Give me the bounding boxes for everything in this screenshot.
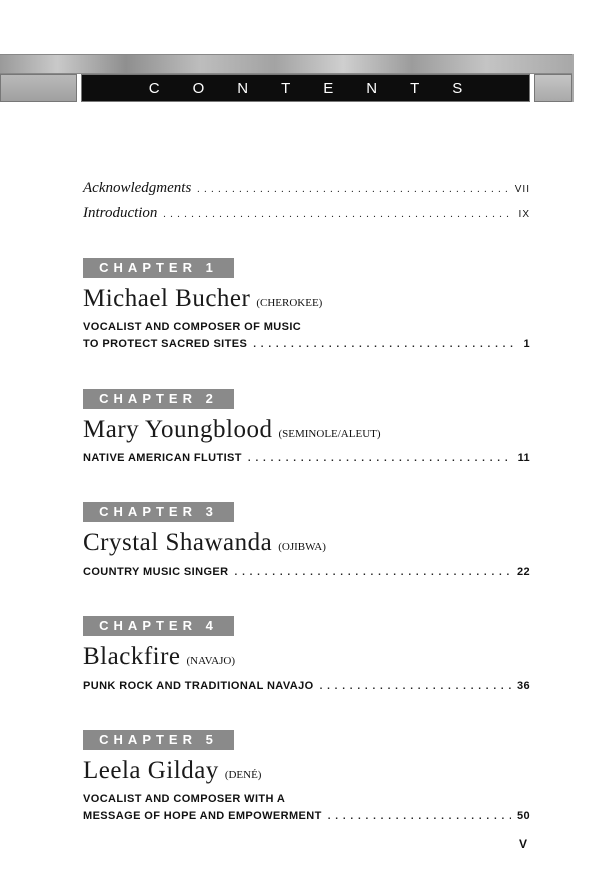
- chapter-heading[interactable]: [83, 643, 235, 671]
- toc-entry-label: Introduction: [83, 205, 158, 221]
- chapter-name: Blackfire: [83, 643, 181, 670]
- chapter-description-line: PUNK ROCK AND TRADITIONAL NAVAJO: [83, 680, 314, 692]
- toc-entry-chapter-2[interactable]: [83, 452, 530, 464]
- chapter-heading[interactable]: [83, 757, 261, 785]
- chapter-badge: CHAPTER 5: [83, 730, 234, 750]
- leader-dots: [197, 184, 508, 195]
- toc-entry-introduction[interactable]: [83, 205, 530, 222]
- chapter-description-line: COUNTRY MUSIC SINGER: [83, 566, 229, 578]
- page-number: V: [519, 837, 528, 851]
- chapter-name: Michael Bucher: [83, 285, 251, 312]
- chapter-heading[interactable]: [83, 285, 322, 313]
- toc-entry-chapter-5[interactable]: [83, 810, 530, 822]
- toc-entry-chapter-1[interactable]: [83, 338, 530, 350]
- chapter-heading[interactable]: [83, 416, 381, 444]
- chapter-heading[interactable]: [83, 529, 326, 557]
- chapter-nation: (DENÉ): [224, 769, 262, 781]
- leader-dots: [253, 339, 517, 350]
- leader-dots: [248, 453, 512, 464]
- header-left-block: [0, 74, 77, 102]
- chapter-nation: (OJIBWA): [278, 541, 326, 553]
- toc-entry-page: VII: [514, 184, 530, 195]
- header-title-bar: [81, 74, 530, 102]
- chapter-description-line: TO PROTECT SACRED SITES: [83, 338, 248, 350]
- chapter-badge: CHAPTER 4: [83, 616, 234, 636]
- chapter-badge: CHAPTER 2: [83, 389, 234, 409]
- chapter-description-line: NATIVE AMERICAN FLUTIST: [83, 452, 242, 464]
- toc-entry-acknowledgments[interactable]: [83, 180, 530, 197]
- toc-entry-page: 22: [516, 566, 530, 578]
- toc-entry-label: Acknowledgments: [83, 180, 192, 196]
- toc-entry-page: IX: [518, 209, 530, 220]
- leader-dots: [320, 681, 511, 692]
- chapter-nation: (CHEROKEE): [256, 297, 323, 309]
- chapter-description-line: VOCALIST AND COMPOSER OF MUSIC: [83, 321, 302, 333]
- header-right-block: [534, 74, 572, 102]
- chapter-name: Mary Youngblood: [83, 416, 273, 443]
- chapter-name: Crystal Shawanda: [83, 529, 273, 556]
- page-title: CONTENTS: [148, 79, 496, 97]
- leader-dots: [328, 811, 511, 822]
- chapter-badge: CHAPTER 1: [83, 258, 234, 278]
- chapter-name: Leela Gilday: [83, 757, 219, 784]
- chapter-nation: (SEMINOLE/ALEUT): [278, 428, 381, 440]
- toc-entry-page: 50: [516, 810, 530, 822]
- chapter-description-line: MESSAGE OF HOPE AND EMPOWERMENT: [83, 810, 322, 822]
- leader-dots: [163, 209, 512, 220]
- toc-entry-page: 36: [516, 680, 530, 692]
- chapter-badge: CHAPTER 3: [83, 502, 234, 522]
- toc-entry-page: 11: [517, 452, 530, 464]
- chapter-nation: (NAVAJO): [186, 655, 236, 667]
- chapter-description-line: VOCALIST AND COMPOSER WITH A: [83, 793, 286, 805]
- header-edge: [572, 54, 574, 102]
- toc-entry-chapter-3[interactable]: [83, 566, 530, 578]
- header-texture-band: [0, 54, 572, 74]
- toc-entry-chapter-4[interactable]: [83, 680, 530, 692]
- toc-entry-page: 1: [523, 338, 530, 350]
- leader-dots: [235, 567, 511, 578]
